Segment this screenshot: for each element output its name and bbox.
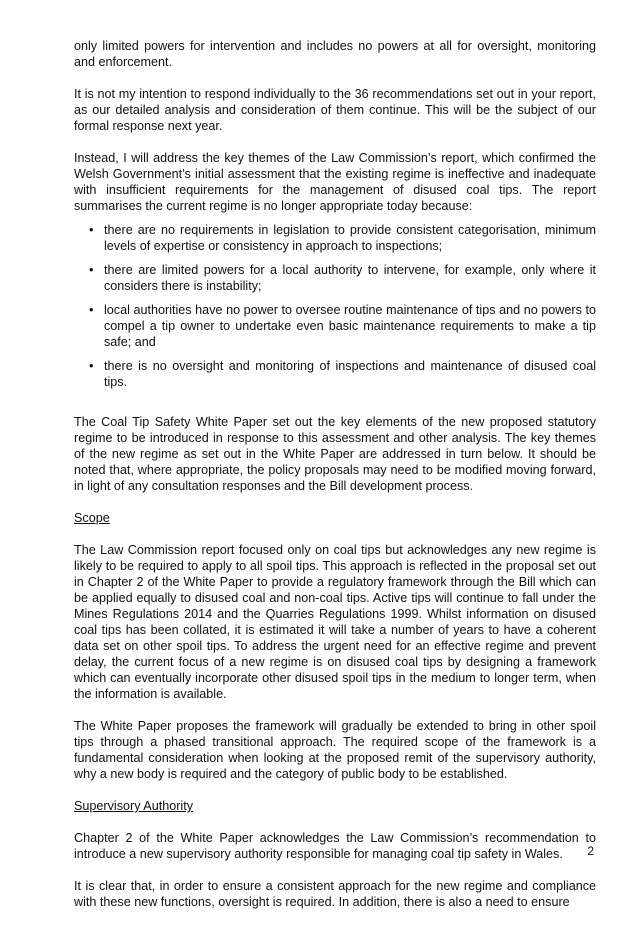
bullet-icon: • xyxy=(89,359,94,373)
list-item-text: there is no oversight and monitoring of inspections and maintenance of disused coal tips. xyxy=(104,359,596,389)
section-heading-supervisory-authority: Supervisory Authority xyxy=(74,799,193,813)
list-item-text: there are limited powers for a local authority to intervene, for example, only where it considers there is instability; xyxy=(104,263,596,293)
paragraph-recommendations: It is not my intention to respond individually to the 36 recommendations set out in your report, as our detailed analysis and consideration of them continue. This will be the subject of our formal response next year. xyxy=(74,87,596,133)
paragraph-white-paper: The Coal Tip Safety White Paper set out the key elements of the new proposed statutory regime to be introduced in response to this assessment and other analysis. The key themes of the new regime as set out in the White Paper are addressed in turn below. It should be noted that, where appropriate, the policy proposals may need to be modified moving forward, in light of any consultation responses and the Bill development process. xyxy=(74,415,596,493)
bullet-icon: • xyxy=(89,223,94,237)
list-item xyxy=(74,262,596,294)
section-heading-scope: Scope xyxy=(74,511,110,525)
list-item xyxy=(74,222,596,254)
paragraph-supervisory-2: It is clear that, in order to ensure a consistent approach for the new regime and compliance with these new functions, oversight is required. In addition, there is also a need to ensure xyxy=(74,879,596,909)
bullet-icon: • xyxy=(89,263,94,277)
regime-issues-list xyxy=(74,222,596,390)
document-page xyxy=(74,38,596,926)
paragraph-supervisory-1: Chapter 2 of the White Paper acknowledges the Law Commission’s recommendation to introduce a new supervisory authority responsible for managing coal tip safety in Wales. xyxy=(74,831,596,861)
list-item xyxy=(74,358,596,390)
paragraph-key-themes: Instead, I will address the key themes of the Law Commission’s report, which confirmed the Welsh Government’s initial assessment that the existing regime is ineffective and inadequate with insufficient requirements for the management of disused coal tips. The report summarises the current regime is no longer appropriate today because: xyxy=(74,151,596,213)
paragraph-scope-2: The White Paper proposes the framework will gradually be extended to bring in other spoil tips through a phased transitional approach. The required scope of the framework is a fundamental consideration when looking at the proposed remit of the supervisory authority, why a new body is required and the category of public body to be established. xyxy=(74,719,596,781)
list-item-text: there are no requirements in legislation to provide consistent categorisation, minimum levels of expertise or consistency in approach to inspections; xyxy=(104,223,596,253)
bullet-icon: • xyxy=(89,303,94,317)
list-item xyxy=(74,302,596,350)
paragraph-intro-continued: only limited powers for intervention and includes no powers at all for oversight, monitoring and enforcement. xyxy=(74,39,596,69)
page-number: 2 xyxy=(587,844,594,858)
paragraph-scope-1: The Law Commission report focused only on coal tips but acknowledges any new regime is likely to be required to apply to all spoil tips. This approach is reflected in the proposal set out in Chapter 2 of the White Paper to provide a regulatory framework through the Bill which can be applied equally to disused coal and non-coal tips. Active tips will continue to fall under the Mines Regulations 2014 and the Quarries Regulations 1999. Whilst information on disused coal tips has been collated, it is estimated it will take a number of years to have a coherent data set on other spoil tips. To address the urgent need for an effective regime and prevent delay, the current focus of a new regime is on disused coal tips by designing a framework which can eventually incorporate other disused spoil tips in the medium to longer term, when the information is available. xyxy=(74,543,596,701)
list-item-text: local authorities have no power to oversee routine maintenance of tips and no powers to compel a tip owner to undertake even basic maintenance requirements to make a tip safe; and xyxy=(104,303,596,349)
